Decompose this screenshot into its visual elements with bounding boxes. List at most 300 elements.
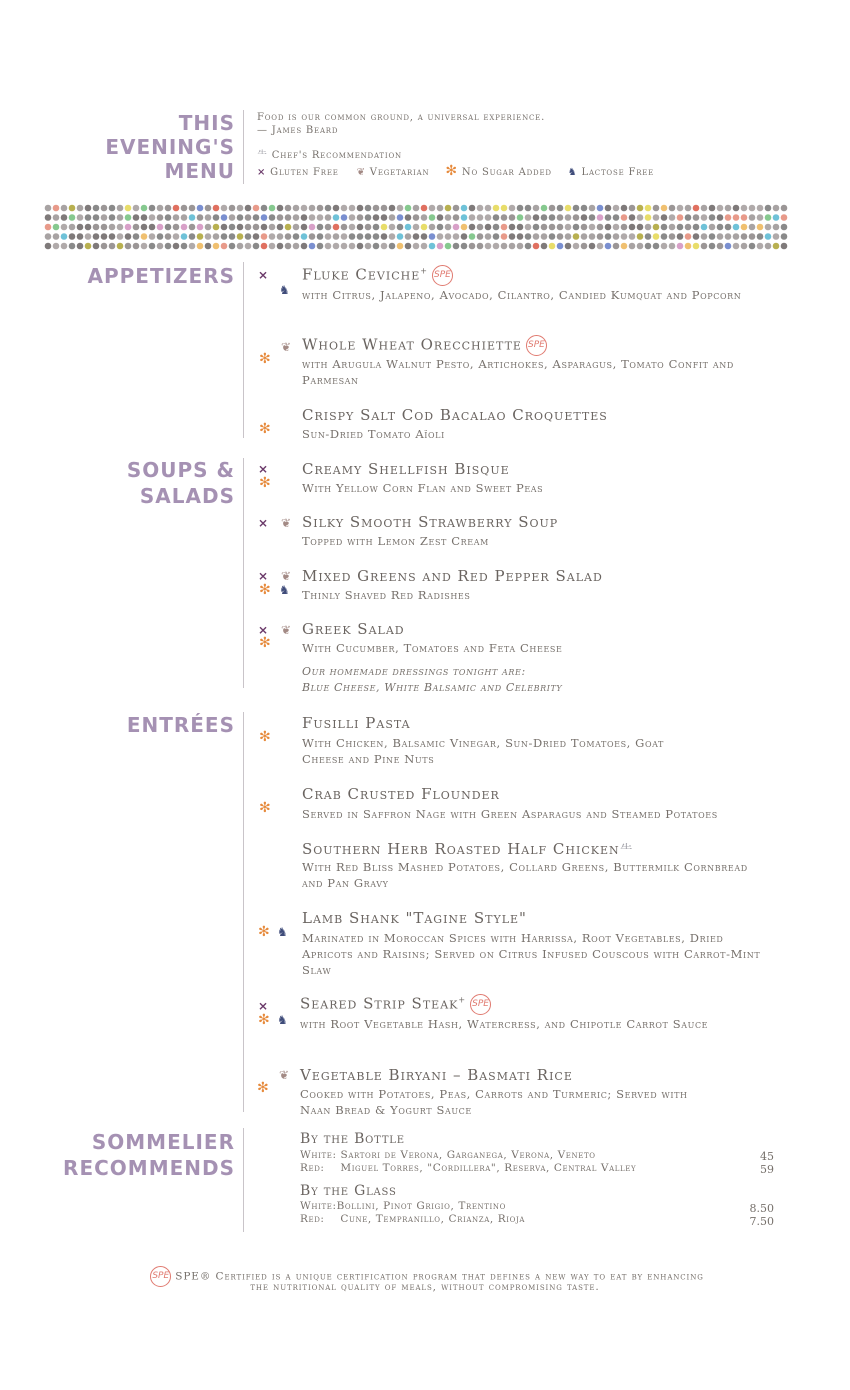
decorative-dot bbox=[597, 205, 604, 212]
decorative-dot bbox=[693, 243, 700, 250]
decorative-dot bbox=[341, 205, 348, 212]
decorative-dot bbox=[333, 243, 340, 250]
decorative-dot bbox=[405, 233, 412, 240]
decorative-dot bbox=[77, 205, 84, 212]
decorative-dot bbox=[501, 224, 508, 231]
decorative-dot bbox=[461, 214, 468, 221]
decorative-dot bbox=[245, 243, 252, 250]
decorative-dot bbox=[229, 243, 236, 250]
decorative-dot bbox=[613, 233, 620, 240]
decorative-dot bbox=[205, 233, 212, 240]
decorative-dot bbox=[373, 224, 380, 231]
wine-row: Red: Miguel Torres, "Cordillera", Reserva, Central Valley bbox=[300, 1162, 637, 1174]
decorative-dot bbox=[293, 224, 300, 231]
decorative-dot bbox=[613, 224, 620, 231]
title-line-3: MENU bbox=[164, 159, 235, 183]
cow-icon: ♞ bbox=[277, 1013, 288, 1027]
decorative-dot bbox=[85, 243, 92, 250]
decorative-dot bbox=[669, 205, 676, 212]
decorative-dot bbox=[245, 224, 252, 231]
decorative-dot bbox=[301, 224, 308, 231]
decorative-dot bbox=[141, 214, 148, 221]
decorative-dot bbox=[509, 233, 516, 240]
footer-line1: SPE SPE® Certified is a unique certification program that defines a new way to eat by enhancing bbox=[0, 1266, 850, 1287]
decorative-dot bbox=[237, 233, 244, 240]
spe-certified-icon: SPE bbox=[526, 335, 547, 356]
dressing-note-line1: Our homemade dressings tonight are: bbox=[302, 665, 526, 678]
decorative-dot bbox=[301, 233, 308, 240]
decorative-dot bbox=[325, 224, 332, 231]
decorative-dot bbox=[101, 205, 108, 212]
decorative-dot bbox=[461, 205, 468, 212]
decorative-dot bbox=[165, 243, 172, 250]
decorative-dot bbox=[749, 243, 756, 250]
decorative-dot bbox=[45, 224, 52, 231]
decorative-dot bbox=[669, 224, 676, 231]
decorative-dot bbox=[765, 205, 772, 212]
decorative-dot bbox=[621, 205, 628, 212]
decorative-dot bbox=[533, 233, 540, 240]
decorative-dot bbox=[93, 233, 100, 240]
decorative-dot bbox=[733, 243, 740, 250]
decorative-dot bbox=[781, 243, 788, 250]
decorative-dot bbox=[517, 214, 524, 221]
decorative-dot bbox=[269, 214, 276, 221]
decorative-dot bbox=[205, 205, 212, 212]
decorative-dot bbox=[469, 224, 476, 231]
decorative-dot bbox=[405, 205, 412, 212]
decorative-dot bbox=[757, 224, 764, 231]
legend-lactose-label: Lactose Free bbox=[581, 167, 655, 178]
decorative-dot bbox=[501, 243, 508, 250]
decorative-dot bbox=[157, 205, 164, 212]
decorative-dot bbox=[61, 224, 68, 231]
dish-name: Crab Crusted Flounder bbox=[302, 785, 500, 803]
decorative-dot bbox=[317, 205, 324, 212]
decorative-dot bbox=[133, 205, 140, 212]
decorative-dot bbox=[773, 243, 780, 250]
decorative-dot bbox=[413, 224, 420, 231]
dish-name: Crispy Salt Cod Bacalao Croquettes bbox=[302, 406, 608, 424]
decorative-dot bbox=[677, 233, 684, 240]
decorative-dot bbox=[477, 243, 484, 250]
decorative-dot bbox=[213, 205, 220, 212]
dish-name: Seared Strip Steak+ SPE bbox=[300, 994, 491, 1015]
decorative-dot bbox=[477, 233, 484, 240]
decorative-dot bbox=[197, 243, 204, 250]
decorative-dot bbox=[629, 214, 636, 221]
decorative-dot bbox=[781, 205, 788, 212]
decorative-dot bbox=[165, 224, 172, 231]
leaf-icon: ❦ bbox=[281, 340, 292, 354]
decorative-dot bbox=[541, 243, 548, 250]
wheat-crossed-icon: ⨯ bbox=[258, 569, 269, 583]
decorative-dot bbox=[437, 243, 444, 250]
decorative-dot bbox=[205, 224, 212, 231]
decorative-dot bbox=[397, 233, 404, 240]
decorative-dot bbox=[373, 243, 380, 250]
decorative-dot bbox=[197, 205, 204, 212]
decorative-dot bbox=[637, 224, 644, 231]
decorative-dot bbox=[557, 205, 564, 212]
decorative-dot bbox=[77, 224, 84, 231]
decorative-dot bbox=[597, 233, 604, 240]
decorative-dot bbox=[77, 233, 84, 240]
decorative-dot bbox=[525, 233, 532, 240]
decorative-dot bbox=[629, 243, 636, 250]
decorative-dot bbox=[725, 205, 732, 212]
decorative-dot bbox=[453, 214, 460, 221]
decorative-dot bbox=[93, 205, 100, 212]
decorative-dot bbox=[397, 214, 404, 221]
decorative-dot bbox=[573, 224, 580, 231]
decorative-dot bbox=[173, 243, 180, 250]
decorative-dot bbox=[229, 214, 236, 221]
decorative-dot bbox=[381, 205, 388, 212]
decorative-dot bbox=[645, 233, 652, 240]
decorative-dot bbox=[85, 214, 92, 221]
decorative-dot bbox=[557, 233, 564, 240]
dish-name: Silky Smooth Strawberry Soup bbox=[302, 513, 559, 531]
decorative-dot bbox=[429, 233, 436, 240]
decorative-dot bbox=[549, 243, 556, 250]
decorative-dot bbox=[597, 224, 604, 231]
decorative-dot bbox=[621, 243, 628, 250]
decorative-dot bbox=[237, 214, 244, 221]
decorative-dot bbox=[397, 243, 404, 250]
legend-gluten-label: Gluten Free bbox=[270, 167, 339, 178]
decorative-dot bbox=[85, 233, 92, 240]
decorative-dot bbox=[397, 224, 404, 231]
decorative-dot bbox=[61, 233, 68, 240]
decorative-dot bbox=[549, 205, 556, 212]
decorative-dot bbox=[757, 205, 764, 212]
decorative-dot bbox=[421, 205, 428, 212]
decorative-dot bbox=[509, 243, 516, 250]
decorative-dot bbox=[277, 214, 284, 221]
decorative-dot bbox=[149, 214, 156, 221]
wine-price: 59 bbox=[760, 1163, 774, 1176]
decorative-dot bbox=[61, 243, 68, 250]
decorative-dot bbox=[181, 233, 188, 240]
decorative-dot bbox=[613, 205, 620, 212]
decorative-dot bbox=[493, 205, 500, 212]
decorative-dot bbox=[357, 224, 364, 231]
decorative-dot bbox=[205, 214, 212, 221]
decorative-dot bbox=[677, 243, 684, 250]
decorative-dot bbox=[117, 224, 124, 231]
decorative-dot bbox=[701, 205, 708, 212]
decorative-dot bbox=[509, 224, 516, 231]
decorative-dot bbox=[245, 214, 252, 221]
dish-desc: Served in Saffron Nage with Green Asparagus and Steamed Potatoes bbox=[302, 807, 718, 821]
decorative-dot bbox=[317, 233, 324, 240]
decorative-dot bbox=[725, 214, 732, 221]
decorative-dot bbox=[781, 224, 788, 231]
dish-desc: With Chicken, Balsamic Vinegar, Sun-Dried Tomatoes, Goat Cheese and Pine Nuts bbox=[302, 736, 664, 766]
decorative-dot bbox=[189, 205, 196, 212]
decorative-dot bbox=[341, 214, 348, 221]
wheat-crossed-icon: ⨯ bbox=[258, 516, 269, 530]
decorative-dot bbox=[381, 214, 388, 221]
decorative-dot bbox=[485, 214, 492, 221]
decorative-dot bbox=[605, 233, 612, 240]
decorative-dot bbox=[493, 243, 500, 250]
divider-appetizers bbox=[243, 262, 244, 438]
decorative-dot bbox=[101, 243, 108, 250]
decorative-dot bbox=[653, 243, 660, 250]
section-soups-line1: SOUPS & bbox=[126, 458, 235, 482]
decorative-dot bbox=[165, 205, 172, 212]
quote-author: — James Beard bbox=[257, 125, 339, 136]
decorative-dot bbox=[373, 214, 380, 221]
decorative-dot bbox=[389, 243, 396, 250]
leaf-icon: ❦ bbox=[281, 623, 292, 637]
decorative-dot bbox=[381, 243, 388, 250]
decorative-dot bbox=[613, 214, 620, 221]
decorative-dot bbox=[189, 243, 196, 250]
decorative-dot bbox=[421, 233, 428, 240]
wheat-crossed-icon: ⨯ bbox=[258, 268, 269, 282]
decorative-dot bbox=[421, 243, 428, 250]
decorative-dot bbox=[413, 205, 420, 212]
title-line-2: EVENING'S bbox=[105, 135, 235, 159]
decorative-dot bbox=[133, 243, 140, 250]
legend-nosugar-label: No Sugar Added bbox=[461, 167, 552, 178]
decorative-dot bbox=[557, 224, 564, 231]
dish-desc: with Arugula Walnut Pesto, Artichokes, Asparagus, Tomato Confit and Parmesan bbox=[302, 357, 734, 387]
decorative-dot bbox=[485, 243, 492, 250]
decorative-dot bbox=[565, 224, 572, 231]
decorative-dot bbox=[333, 233, 340, 240]
decorative-dot bbox=[53, 205, 60, 212]
wheat-crossed-icon: ⨯ bbox=[258, 462, 269, 476]
decorative-dot bbox=[645, 205, 652, 212]
decorative-dot bbox=[157, 224, 164, 231]
leaf-icon: ❦ bbox=[356, 167, 366, 178]
decorative-dot bbox=[157, 233, 164, 240]
decorative-dot bbox=[445, 224, 452, 231]
decorative-dot bbox=[565, 214, 572, 221]
dish-desc: with Citrus, Jalapeno, Avocado, Cilantro, Candied Kumquat and Popcorn bbox=[302, 288, 742, 302]
decorative-dot bbox=[613, 243, 620, 250]
flower-icon: ✻ bbox=[259, 800, 271, 816]
decorative-dot bbox=[741, 224, 748, 231]
decorative-dot bbox=[717, 243, 724, 250]
decorative-dot bbox=[197, 224, 204, 231]
decorative-dot bbox=[69, 243, 76, 250]
decorative-dot bbox=[405, 214, 412, 221]
decorative-dot bbox=[293, 214, 300, 221]
decorative-dot bbox=[757, 243, 764, 250]
wine-row: White:Bollini, Pinot Grigio, Trentino bbox=[300, 1200, 506, 1212]
decorative-dot bbox=[573, 233, 580, 240]
decorative-dot bbox=[477, 214, 484, 221]
decorative-dot bbox=[349, 243, 356, 250]
decorative-dot bbox=[589, 214, 596, 221]
decorative-dot bbox=[277, 233, 284, 240]
decorative-dot bbox=[149, 205, 156, 212]
decorative-dot bbox=[621, 214, 628, 221]
decorative-dot bbox=[573, 243, 580, 250]
cow-icon: ♞ bbox=[279, 283, 290, 297]
decorative-dot bbox=[597, 243, 604, 250]
decorative-dot bbox=[533, 243, 540, 250]
decorative-dot bbox=[253, 205, 260, 212]
decorative-dot bbox=[629, 205, 636, 212]
decorative-dot bbox=[405, 224, 412, 231]
decorative-dot bbox=[597, 214, 604, 221]
wheat-crossed-icon: ⨯ bbox=[258, 623, 269, 637]
decorative-dot bbox=[141, 243, 148, 250]
decorative-dot bbox=[237, 224, 244, 231]
decorative-dot bbox=[605, 243, 612, 250]
decorative-dot bbox=[573, 205, 580, 212]
flower-icon: ✻ bbox=[259, 351, 271, 367]
cow-icon: ♞ bbox=[567, 167, 578, 178]
decorative-dot bbox=[501, 233, 508, 240]
decorative-dot bbox=[709, 243, 716, 250]
flower-icon: ✻ bbox=[259, 475, 271, 491]
chef-hat-icon: ⺧ bbox=[257, 150, 268, 161]
decorative-dot bbox=[701, 224, 708, 231]
decorative-dot bbox=[533, 214, 540, 221]
decorative-dot bbox=[525, 214, 532, 221]
decorative-dot bbox=[61, 205, 68, 212]
decorative-dot bbox=[365, 243, 372, 250]
decorative-dot bbox=[45, 233, 52, 240]
decorative-dot bbox=[461, 224, 468, 231]
decorative-dot bbox=[485, 233, 492, 240]
decorative-dot bbox=[557, 214, 564, 221]
decorative-dot bbox=[781, 214, 788, 221]
decorative-dot bbox=[141, 224, 148, 231]
decorative-dot bbox=[365, 233, 372, 240]
decorative-dot bbox=[181, 214, 188, 221]
decorative-dot bbox=[589, 205, 596, 212]
decorative-dot bbox=[117, 205, 124, 212]
decorative-dot bbox=[525, 243, 532, 250]
decorative-dot bbox=[109, 214, 116, 221]
decorative-dot bbox=[533, 224, 540, 231]
decorative-dot bbox=[181, 243, 188, 250]
decorative-dot bbox=[781, 233, 788, 240]
decorative-dot bbox=[229, 224, 236, 231]
decorative-dot bbox=[725, 233, 732, 240]
wine-glass-heading: By the Glass bbox=[300, 1183, 397, 1199]
decorative-dot bbox=[469, 214, 476, 221]
decorative-dot bbox=[445, 205, 452, 212]
decorative-dot-bar bbox=[44, 203, 789, 253]
decorative-dot bbox=[69, 224, 76, 231]
decorative-dot bbox=[461, 243, 468, 250]
decorative-dot bbox=[605, 205, 612, 212]
dish-desc: Topped with Lemon Zest Cream bbox=[302, 534, 489, 548]
legend-veg-label: Vegetarian bbox=[369, 167, 430, 178]
decorative-dot bbox=[773, 205, 780, 212]
decorative-dot bbox=[685, 214, 692, 221]
decorative-dot bbox=[285, 224, 292, 231]
decorative-dot bbox=[285, 243, 292, 250]
decorative-dot bbox=[701, 233, 708, 240]
decorative-dot bbox=[253, 224, 260, 231]
leaf-icon: ❦ bbox=[279, 1068, 290, 1082]
decorative-dot bbox=[765, 224, 772, 231]
decorative-dot bbox=[677, 224, 684, 231]
spe-certified-icon: SPE bbox=[432, 265, 453, 286]
dressing-note-line2: Blue Cheese, White Balsamic and Celebrity bbox=[302, 681, 563, 694]
decorative-dot bbox=[453, 205, 460, 212]
flower-icon: ✻ bbox=[259, 421, 271, 437]
decorative-dot bbox=[213, 224, 220, 231]
decorative-dot bbox=[165, 214, 172, 221]
decorative-dot bbox=[381, 233, 388, 240]
decorative-dot bbox=[293, 243, 300, 250]
flower-icon: ✻ bbox=[259, 635, 271, 651]
decorative-dot bbox=[541, 224, 548, 231]
divider-entrees bbox=[243, 712, 244, 1112]
decorative-dot bbox=[125, 233, 132, 240]
decorative-dot bbox=[109, 224, 116, 231]
decorative-dot bbox=[309, 224, 316, 231]
decorative-dot bbox=[221, 224, 228, 231]
decorative-dot bbox=[709, 205, 716, 212]
decorative-dot bbox=[413, 243, 420, 250]
decorative-dot bbox=[653, 214, 660, 221]
decorative-dot bbox=[93, 214, 100, 221]
decorative-dot bbox=[549, 233, 556, 240]
decorative-dot bbox=[309, 205, 316, 212]
decorative-dot bbox=[133, 214, 140, 221]
footer-line2: the nutritional quality of meals, without compromising taste. bbox=[250, 1281, 600, 1293]
decorative-dot bbox=[669, 233, 676, 240]
decorative-dot bbox=[389, 214, 396, 221]
wine-price: 7.50 bbox=[749, 1215, 774, 1228]
decorative-dot bbox=[53, 214, 60, 221]
decorative-dot bbox=[677, 205, 684, 212]
decorative-dot bbox=[693, 224, 700, 231]
decorative-dot bbox=[549, 224, 556, 231]
leaf-icon: ❦ bbox=[281, 516, 292, 530]
decorative-dot bbox=[165, 233, 172, 240]
decorative-dot bbox=[517, 224, 524, 231]
decorative-dot bbox=[117, 214, 124, 221]
decorative-dot bbox=[341, 233, 348, 240]
decorative-dot bbox=[45, 214, 52, 221]
decorative-dot bbox=[645, 224, 652, 231]
decorative-dot bbox=[421, 224, 428, 231]
decorative-dot bbox=[765, 243, 772, 250]
decorative-dot bbox=[733, 214, 740, 221]
decorative-dot bbox=[149, 233, 156, 240]
decorative-dot bbox=[101, 214, 108, 221]
decorative-dot bbox=[693, 233, 700, 240]
decorative-dot bbox=[541, 205, 548, 212]
decorative-dot bbox=[269, 243, 276, 250]
dish-name: Fluke Ceviche+ SPE bbox=[302, 265, 453, 286]
decorative-dot bbox=[653, 205, 660, 212]
decorative-dot bbox=[269, 224, 276, 231]
decorative-dot bbox=[685, 224, 692, 231]
leaf-icon: ❦ bbox=[281, 569, 292, 583]
quote: Food is our common ground, a universal experience. bbox=[257, 112, 546, 123]
dish-desc: Marinated in Moroccan Spices with Harrissa, Root Vegetables, Dried Apricots and Raisins; Served on Citrus Infused Couscous with Carrot-Mint Slaw bbox=[302, 931, 761, 977]
decorative-dot bbox=[661, 224, 668, 231]
decorative-dot bbox=[245, 233, 252, 240]
wine-row: White: Sartori de Verona, Garganega, Verona, Veneto bbox=[300, 1149, 596, 1161]
spe-certified-icon: SPE bbox=[150, 1266, 171, 1287]
dish-name: Vegetable Biryani – Basmati Rice bbox=[300, 1066, 573, 1084]
